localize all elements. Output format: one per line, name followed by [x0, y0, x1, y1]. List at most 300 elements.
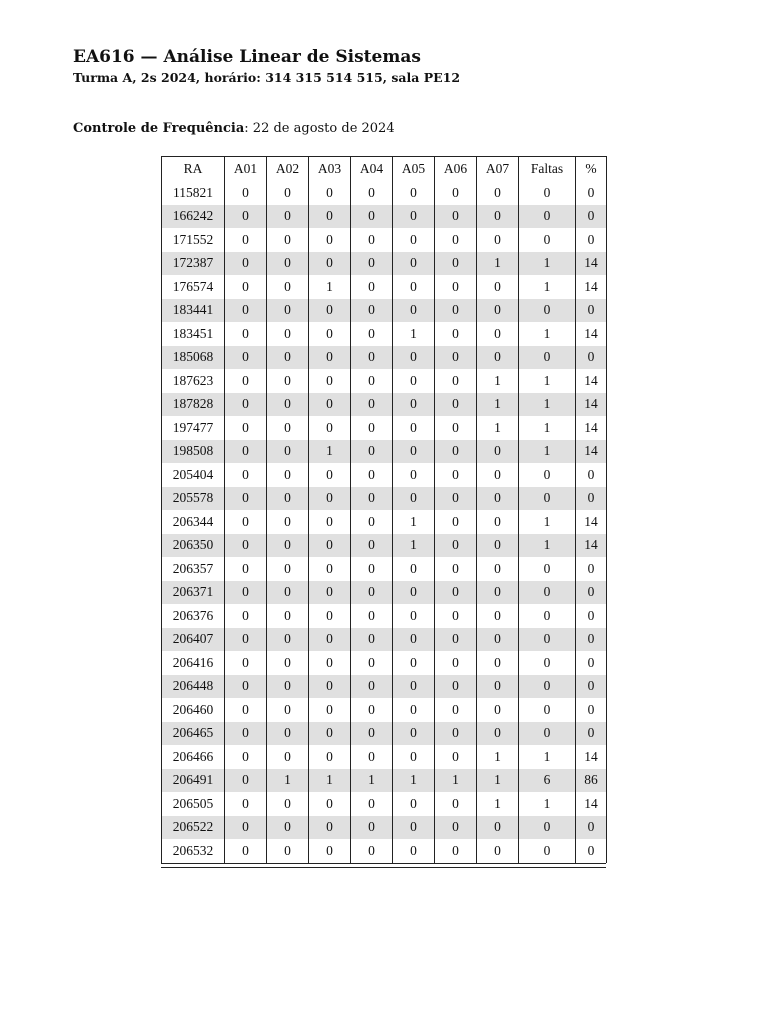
cell-a07: 0: [477, 440, 519, 464]
cell-a06: 0: [435, 369, 477, 393]
cell-percent: 14: [576, 275, 607, 299]
cell-a07: 1: [477, 393, 519, 417]
cell-a02: 0: [267, 628, 309, 652]
cell-a01: 0: [225, 463, 267, 487]
cell-a07: 1: [477, 792, 519, 816]
cell-a02: 0: [267, 252, 309, 276]
cell-a04: 0: [351, 416, 393, 440]
cell-a05: 0: [393, 369, 435, 393]
cell-percent: 14: [576, 510, 607, 534]
cell-ra: 206532: [162, 839, 225, 863]
cell-a07: 0: [477, 604, 519, 628]
column-header-a07: A07: [477, 157, 519, 182]
cell-faltas: 0: [519, 181, 576, 205]
cell-a04: 0: [351, 369, 393, 393]
cell-a02: 0: [267, 675, 309, 699]
cell-a04: 0: [351, 792, 393, 816]
cell-a05: 0: [393, 440, 435, 464]
cell-percent: 0: [576, 228, 607, 252]
cell-a07: 0: [477, 299, 519, 323]
cell-a02: 0: [267, 346, 309, 370]
table-row: [162, 510, 607, 534]
table-row: [162, 722, 607, 746]
table-row: [162, 416, 607, 440]
cell-faltas: 0: [519, 604, 576, 628]
cell-a06: 0: [435, 510, 477, 534]
cell-faltas: 1: [519, 510, 576, 534]
cell-percent: 14: [576, 393, 607, 417]
cell-a05: 1: [393, 769, 435, 793]
cell-faltas: 1: [519, 416, 576, 440]
table-row: [162, 745, 607, 769]
cell-a06: 0: [435, 675, 477, 699]
cell-a06: 0: [435, 205, 477, 229]
cell-ra: 206466: [162, 745, 225, 769]
cell-ra: 206491: [162, 769, 225, 793]
column-header-percent: %: [576, 157, 607, 182]
cell-a04: 0: [351, 534, 393, 558]
cell-faltas: 1: [519, 369, 576, 393]
cell-a07: 0: [477, 581, 519, 605]
cell-a07: 0: [477, 698, 519, 722]
cell-a04: 0: [351, 839, 393, 863]
cell-ra: 166242: [162, 205, 225, 229]
cell-a07: 0: [477, 463, 519, 487]
cell-a04: 0: [351, 510, 393, 534]
cell-faltas: 1: [519, 393, 576, 417]
cell-percent: 0: [576, 604, 607, 628]
table-row: [162, 698, 607, 722]
document-subtitle: Turma A, 2s 2024, horário: 314 315 514 515, sala PE12: [73, 70, 461, 85]
table-row: [162, 534, 607, 558]
cell-ra: 206344: [162, 510, 225, 534]
cell-a06: 0: [435, 346, 477, 370]
cell-a01: 0: [225, 698, 267, 722]
cell-a01: 0: [225, 322, 267, 346]
cell-a01: 0: [225, 440, 267, 464]
cell-a07: 1: [477, 369, 519, 393]
cell-a06: 0: [435, 275, 477, 299]
cell-ra: 206465: [162, 722, 225, 746]
cell-a06: 0: [435, 487, 477, 511]
cell-a01: 0: [225, 252, 267, 276]
cell-a02: 0: [267, 698, 309, 722]
cell-a01: 0: [225, 604, 267, 628]
table-row: [162, 557, 607, 581]
cell-a03: 0: [309, 416, 351, 440]
cell-a03: 0: [309, 299, 351, 323]
cell-a05: 0: [393, 487, 435, 511]
cell-a04: 0: [351, 346, 393, 370]
cell-percent: 14: [576, 416, 607, 440]
cell-a06: 0: [435, 745, 477, 769]
cell-a07: 1: [477, 416, 519, 440]
cell-percent: 0: [576, 181, 607, 205]
cell-ra: 205404: [162, 463, 225, 487]
cell-a04: 1: [351, 769, 393, 793]
cell-a06: 0: [435, 816, 477, 840]
frequency-line: [73, 121, 395, 136]
cell-a03: 0: [309, 839, 351, 863]
cell-a06: 0: [435, 393, 477, 417]
cell-a01: 0: [225, 651, 267, 675]
cell-a04: 0: [351, 581, 393, 605]
cell-a05: 0: [393, 839, 435, 863]
cell-a03: 0: [309, 369, 351, 393]
cell-a04: 0: [351, 463, 393, 487]
cell-a06: 0: [435, 322, 477, 346]
cell-a05: 0: [393, 205, 435, 229]
cell-faltas: 0: [519, 581, 576, 605]
cell-a05: 0: [393, 346, 435, 370]
table-row: [162, 839, 607, 863]
cell-a03: 0: [309, 816, 351, 840]
cell-a01: 0: [225, 816, 267, 840]
cell-percent: 14: [576, 745, 607, 769]
frequency-label: Controle de Frequência: [73, 121, 245, 136]
cell-a01: 0: [225, 275, 267, 299]
column-header-a02: A02: [267, 157, 309, 182]
cell-a01: 0: [225, 346, 267, 370]
cell-ra: 187828: [162, 393, 225, 417]
table-row: [162, 675, 607, 699]
cell-faltas: 6: [519, 769, 576, 793]
cell-a03: 0: [309, 181, 351, 205]
table-row: [162, 205, 607, 229]
cell-a04: 0: [351, 698, 393, 722]
cell-a02: 0: [267, 651, 309, 675]
cell-a01: 0: [225, 557, 267, 581]
cell-a06: 1: [435, 769, 477, 793]
cell-a03: 0: [309, 745, 351, 769]
cell-a07: 0: [477, 322, 519, 346]
cell-a05: 0: [393, 299, 435, 323]
cell-percent: 14: [576, 322, 607, 346]
table-row: [162, 228, 607, 252]
cell-a01: 0: [225, 628, 267, 652]
column-header-a01: A01: [225, 157, 267, 182]
cell-a04: 0: [351, 440, 393, 464]
cell-a03: 0: [309, 393, 351, 417]
cell-a01: 0: [225, 299, 267, 323]
cell-a05: 0: [393, 252, 435, 276]
cell-ra: 205578: [162, 487, 225, 511]
cell-a07: 1: [477, 769, 519, 793]
cell-percent: 0: [576, 628, 607, 652]
table-row: [162, 252, 607, 276]
cell-ra: 185068: [162, 346, 225, 370]
cell-a05: 0: [393, 275, 435, 299]
cell-a06: 0: [435, 792, 477, 816]
cell-percent: 0: [576, 581, 607, 605]
cell-a04: 0: [351, 628, 393, 652]
cell-a07: 1: [477, 745, 519, 769]
cell-a03: 1: [309, 440, 351, 464]
cell-a02: 0: [267, 416, 309, 440]
cell-a06: 0: [435, 628, 477, 652]
cell-a01: 0: [225, 722, 267, 746]
cell-a02: 0: [267, 604, 309, 628]
column-header-a05: A05: [393, 157, 435, 182]
cell-a02: 0: [267, 275, 309, 299]
cell-a03: 0: [309, 604, 351, 628]
cell-a04: 0: [351, 675, 393, 699]
cell-a07: 0: [477, 228, 519, 252]
cell-a04: 0: [351, 299, 393, 323]
cell-a03: 0: [309, 581, 351, 605]
cell-a06: 0: [435, 698, 477, 722]
cell-faltas: 0: [519, 722, 576, 746]
cell-a05: 0: [393, 393, 435, 417]
cell-faltas: 0: [519, 487, 576, 511]
cell-a01: 0: [225, 534, 267, 558]
cell-a05: 0: [393, 651, 435, 675]
cell-a03: 0: [309, 698, 351, 722]
column-header-a04: A04: [351, 157, 393, 182]
cell-a05: 0: [393, 745, 435, 769]
table-row: [162, 651, 607, 675]
cell-a02: 0: [267, 792, 309, 816]
cell-a06: 0: [435, 228, 477, 252]
table-row: [162, 440, 607, 464]
cell-a05: 0: [393, 416, 435, 440]
cell-percent: 14: [576, 369, 607, 393]
cell-a03: 0: [309, 487, 351, 511]
cell-a05: 0: [393, 698, 435, 722]
cell-a04: 0: [351, 252, 393, 276]
cell-a01: 0: [225, 675, 267, 699]
cell-a01: 0: [225, 581, 267, 605]
cell-a02: 0: [267, 228, 309, 252]
cell-faltas: 1: [519, 534, 576, 558]
cell-a05: 0: [393, 816, 435, 840]
cell-a04: 0: [351, 322, 393, 346]
cell-ra: 206357: [162, 557, 225, 581]
cell-ra: 206460: [162, 698, 225, 722]
cell-faltas: 1: [519, 792, 576, 816]
table-row: [162, 322, 607, 346]
cell-a01: 0: [225, 510, 267, 534]
cell-a07: 0: [477, 557, 519, 581]
cell-a01: 0: [225, 393, 267, 417]
cell-faltas: 0: [519, 299, 576, 323]
cell-a01: 0: [225, 792, 267, 816]
cell-a02: 0: [267, 205, 309, 229]
table-row: [162, 628, 607, 652]
cell-a07: 0: [477, 205, 519, 229]
cell-a01: 0: [225, 745, 267, 769]
cell-a07: 0: [477, 534, 519, 558]
column-header-a06: A06: [435, 157, 477, 182]
cell-percent: 0: [576, 722, 607, 746]
cell-a02: 0: [267, 322, 309, 346]
cell-a02: 0: [267, 557, 309, 581]
cell-a03: 0: [309, 252, 351, 276]
table-row: [162, 275, 607, 299]
cell-a06: 0: [435, 722, 477, 746]
table-row: [162, 393, 607, 417]
cell-faltas: 1: [519, 440, 576, 464]
table-row: [162, 816, 607, 840]
cell-faltas: 0: [519, 557, 576, 581]
cell-a03: 0: [309, 651, 351, 675]
cell-a06: 0: [435, 651, 477, 675]
cell-a07: 0: [477, 816, 519, 840]
cell-ra: 206371: [162, 581, 225, 605]
cell-a03: 0: [309, 557, 351, 581]
cell-a03: 1: [309, 769, 351, 793]
cell-a07: 1: [477, 252, 519, 276]
cell-a04: 0: [351, 651, 393, 675]
cell-a02: 0: [267, 581, 309, 605]
cell-faltas: 1: [519, 275, 576, 299]
cell-a06: 0: [435, 463, 477, 487]
cell-a04: 0: [351, 487, 393, 511]
cell-a07: 0: [477, 651, 519, 675]
cell-percent: 14: [576, 792, 607, 816]
cell-a01: 0: [225, 228, 267, 252]
cell-ra: 183441: [162, 299, 225, 323]
cell-a05: 0: [393, 604, 435, 628]
cell-a06: 0: [435, 534, 477, 558]
frequency-date: : 22 de agosto de 2024: [244, 121, 395, 136]
cell-percent: 0: [576, 346, 607, 370]
attendance-table-container: [161, 156, 607, 868]
cell-percent: 0: [576, 205, 607, 229]
cell-a05: 0: [393, 792, 435, 816]
column-header-a03: A03: [309, 157, 351, 182]
cell-a03: 0: [309, 322, 351, 346]
cell-faltas: 1: [519, 745, 576, 769]
cell-a02: 0: [267, 839, 309, 863]
cell-faltas: 0: [519, 698, 576, 722]
cell-a04: 0: [351, 816, 393, 840]
cell-percent: 0: [576, 463, 607, 487]
cell-ra: 206416: [162, 651, 225, 675]
cell-percent: 0: [576, 675, 607, 699]
table-row: [162, 769, 607, 793]
cell-ra: 206522: [162, 816, 225, 840]
cell-a05: 0: [393, 722, 435, 746]
cell-a01: 0: [225, 839, 267, 863]
cell-ra: 206350: [162, 534, 225, 558]
cell-a07: 0: [477, 675, 519, 699]
cell-percent: 14: [576, 252, 607, 276]
table-row: [162, 299, 607, 323]
table-row: [162, 346, 607, 370]
cell-faltas: 0: [519, 839, 576, 863]
cell-a06: 0: [435, 557, 477, 581]
cell-ra: 171552: [162, 228, 225, 252]
cell-ra: 198508: [162, 440, 225, 464]
cell-percent: 86: [576, 769, 607, 793]
attendance-table: [161, 156, 607, 863]
cell-a03: 0: [309, 463, 351, 487]
cell-a02: 0: [267, 369, 309, 393]
cell-a04: 0: [351, 205, 393, 229]
cell-ra: 183451: [162, 322, 225, 346]
cell-faltas: 1: [519, 252, 576, 276]
cell-percent: 0: [576, 487, 607, 511]
cell-a02: 0: [267, 722, 309, 746]
cell-a02: 0: [267, 440, 309, 464]
cell-a01: 0: [225, 205, 267, 229]
cell-percent: 0: [576, 651, 607, 675]
cell-faltas: 0: [519, 346, 576, 370]
cell-a03: 0: [309, 792, 351, 816]
cell-a06: 0: [435, 252, 477, 276]
cell-a02: 0: [267, 393, 309, 417]
cell-faltas: 0: [519, 628, 576, 652]
cell-percent: 14: [576, 440, 607, 464]
cell-a05: 1: [393, 322, 435, 346]
cell-ra: 206448: [162, 675, 225, 699]
cell-a01: 0: [225, 416, 267, 440]
table-row: [162, 463, 607, 487]
table-row: [162, 369, 607, 393]
cell-a04: 0: [351, 275, 393, 299]
cell-a07: 0: [477, 839, 519, 863]
cell-faltas: 0: [519, 816, 576, 840]
cell-a05: 0: [393, 628, 435, 652]
cell-a04: 0: [351, 557, 393, 581]
cell-ra: 206407: [162, 628, 225, 652]
cell-a02: 0: [267, 534, 309, 558]
cell-a06: 0: [435, 416, 477, 440]
cell-a01: 0: [225, 369, 267, 393]
cell-faltas: 0: [519, 675, 576, 699]
cell-a01: 0: [225, 181, 267, 205]
cell-ra: 187623: [162, 369, 225, 393]
cell-a02: 0: [267, 510, 309, 534]
cell-faltas: 0: [519, 463, 576, 487]
cell-a06: 0: [435, 839, 477, 863]
table-row: [162, 581, 607, 605]
cell-faltas: 0: [519, 205, 576, 229]
cell-a04: 0: [351, 393, 393, 417]
cell-a05: 0: [393, 228, 435, 252]
cell-a04: 0: [351, 722, 393, 746]
cell-a06: 0: [435, 181, 477, 205]
table-row: [162, 604, 607, 628]
cell-ra: 172387: [162, 252, 225, 276]
cell-a01: 0: [225, 487, 267, 511]
cell-a03: 0: [309, 510, 351, 534]
cell-percent: 0: [576, 698, 607, 722]
cell-a07: 0: [477, 181, 519, 205]
cell-faltas: 0: [519, 228, 576, 252]
cell-a05: 0: [393, 181, 435, 205]
cell-a02: 0: [267, 745, 309, 769]
cell-a05: 1: [393, 534, 435, 558]
cell-ra: 197477: [162, 416, 225, 440]
table-header-row: [162, 157, 607, 182]
cell-a03: 0: [309, 628, 351, 652]
cell-a03: 0: [309, 205, 351, 229]
cell-a06: 0: [435, 604, 477, 628]
cell-a06: 0: [435, 440, 477, 464]
cell-a03: 0: [309, 346, 351, 370]
table-row: [162, 181, 607, 205]
cell-a03: 1: [309, 275, 351, 299]
cell-ra: 115821: [162, 181, 225, 205]
cell-ra: 206376: [162, 604, 225, 628]
table-body: [162, 181, 607, 863]
column-header-faltas: Faltas: [519, 157, 576, 182]
table-row: [162, 792, 607, 816]
cell-a06: 0: [435, 581, 477, 605]
cell-a02: 0: [267, 463, 309, 487]
